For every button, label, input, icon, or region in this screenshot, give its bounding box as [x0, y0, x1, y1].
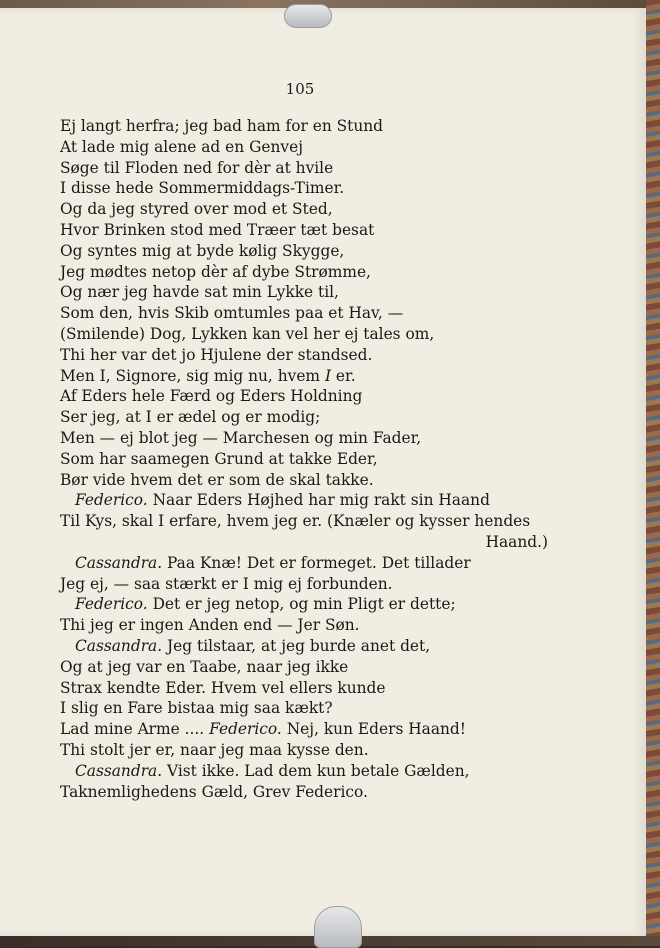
verse-line-end: er. — [331, 366, 356, 385]
speaker-name: Cassandra. — [75, 761, 163, 780]
speech-text: Lad mine Arme .... — [60, 720, 205, 739]
verse-text — [60, 116, 548, 802]
verse-line: Thi stolt jer er, naar jeg maa kysse den. — [60, 740, 369, 759]
verse-line: Thi jeg er ingen Anden end — Jer Søn. — [60, 616, 360, 635]
verse-line: Hvor Brinken stod med Træer tæt besat — [60, 220, 375, 239]
speech-text: Naar Eders Højhed har mig rakt sin Haand — [147, 491, 490, 510]
verse-line: Taknemlighedens Gæld, Grev Federico. — [60, 782, 368, 801]
verse-line — [60, 490, 548, 511]
verse-line: I slig en Fare bistaa mig saa kækt? — [60, 699, 333, 718]
verse-line: Ej langt herfra; jeg bad ham for en Stund — [60, 117, 384, 135]
verse-line — [60, 761, 548, 782]
verse-line — [60, 553, 548, 574]
verse-line: (Smilende) Dog, Lykken kan vel her ej tales om, — [60, 324, 435, 343]
verse-line: Og syntes mig at byde kølig Skygge, — [60, 241, 345, 260]
book-page — [0, 8, 646, 936]
speech-text: Paa Knæ! Det er formeget. Det tillader — [162, 553, 471, 572]
verse-line: Strax kendte Eder. Hvem vel ellers kunde — [60, 678, 386, 697]
speaker-name: Federico. — [75, 491, 148, 510]
bottom-clip — [314, 906, 362, 948]
verse-line — [60, 366, 548, 387]
verse-line: Og nær jeg havde sat min Lykke til, — [60, 283, 339, 302]
verse-line: Og da jeg styred over mod et Sted, — [60, 200, 333, 219]
verse-line — [60, 719, 548, 740]
verse-line: Jeg ej, — saa stærkt er I mig ej forbunden. — [60, 574, 393, 593]
speech-text: Nej, kun Eders Haand! — [281, 720, 466, 739]
speaker-name: Cassandra. — [75, 636, 163, 655]
verse-line: At lade mig alene ad en Genvej — [60, 137, 303, 156]
verse-line: Jeg mødtes netop dèr af dybe Strømme, — [60, 262, 371, 281]
page-number: 105 — [285, 80, 315, 98]
verse-line: I disse hede Sommermiddags-Timer. — [60, 179, 345, 198]
verse-line: Men — ej blot jeg — Marchesen og min Fader, — [60, 428, 422, 447]
top-clip — [284, 4, 332, 28]
speech-text: Vist ikke. Lad dem kun betale Gælden, — [162, 761, 470, 780]
verse-line: Som har saamegen Grund at takke Eder, — [60, 449, 378, 468]
verse-line-continuation: Haand.) — [485, 532, 548, 551]
verse-line: Af Eders hele Færd og Eders Holdning — [60, 387, 363, 406]
verse-line: Og at jeg var en Taabe, naar jeg ikke — [60, 657, 349, 676]
speaker-name: Federico. — [209, 720, 282, 739]
verse-line — [60, 636, 548, 657]
speaker-name: Cassandra. — [75, 553, 163, 572]
speech-text: Jeg tilstaar, at jeg burde anet det, — [162, 636, 431, 655]
verse-line: Til Kys, skal I erfare, hvem jeg er. (Knæler og kysser hendes — [60, 512, 531, 531]
verse-line — [60, 594, 548, 615]
verse-line-start: Men I, Signore, sig mig nu, hvem — [60, 366, 321, 385]
verse-line: Ser jeg, at I er ædel og er modig; — [60, 408, 321, 427]
speaker-name: Federico. — [75, 595, 148, 614]
verse-line: Som den, hvis Skib omtumles paa et Hav, — — [60, 304, 404, 323]
emphasis-word: I — [324, 366, 332, 385]
verse-line: Thi her var det jo Hjulene der standsed. — [60, 345, 373, 364]
speech-text: Det er jeg netop, og min Pligt er dette; — [147, 595, 456, 614]
marbled-book-edge — [646, 0, 660, 946]
verse-line: Søge til Floden ned for dèr at hvile — [60, 158, 334, 177]
verse-line: Bør vide hvem det er som de skal takke. — [60, 470, 374, 489]
